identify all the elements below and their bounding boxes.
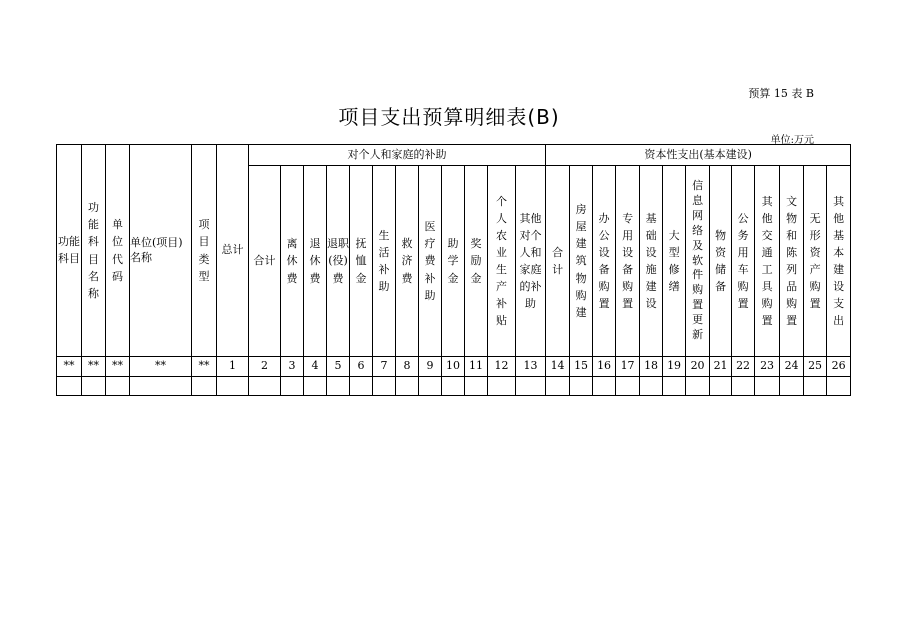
unit-label: 单位:万元: [770, 135, 814, 146]
table-cell: [249, 377, 281, 396]
table-cell: [732, 377, 755, 396]
table-cell: [373, 377, 396, 396]
col-header: 奖励金: [465, 166, 488, 357]
table-cell: [465, 377, 488, 396]
column-number-cell: 18: [640, 357, 663, 377]
table-cell: [82, 377, 106, 396]
col-header: 抚恤金: [350, 166, 373, 357]
table-cell: [350, 377, 373, 396]
col-header: 总计: [217, 145, 249, 357]
col-header: 其他交通工具购置: [755, 166, 780, 357]
column-number-cell: 3: [281, 357, 304, 377]
column-number-cell: 21: [710, 357, 732, 377]
table-cell: [442, 377, 465, 396]
col-header: 功能科目: [57, 145, 82, 357]
column-number-cell: 2: [249, 357, 281, 377]
col-header: 退职(役)费: [327, 166, 350, 357]
column-number-cell: 26: [827, 357, 851, 377]
col-header: 生活补助: [373, 166, 396, 357]
table-cell: [546, 377, 570, 396]
col-header: 医疗费补助: [419, 166, 442, 357]
group-header-capital: 资本性支出(基本建设): [546, 145, 851, 166]
column-number-cell: 11: [465, 357, 488, 377]
table-cell: [396, 377, 419, 396]
header-group-row: [57, 145, 851, 166]
table-cell: [780, 377, 804, 396]
group-header-personal: 对个人和家庭的补助: [249, 145, 546, 166]
col-header: 单位代码: [106, 145, 130, 357]
table-cell: [616, 377, 640, 396]
table-cell: [281, 377, 304, 396]
col-header: 个人农业生产补贴: [488, 166, 516, 357]
page-title: 项目支出预算明细表(B): [338, 105, 560, 129]
col-header: 合计: [546, 166, 570, 357]
column-number-cell: 8: [396, 357, 419, 377]
column-number-cell: 16: [593, 357, 616, 377]
column-number-cell: **: [57, 357, 82, 377]
column-number-cell: 9: [419, 357, 442, 377]
col-header: 大型修缮: [663, 166, 686, 357]
table-cell: [710, 377, 732, 396]
column-number-cell: 25: [804, 357, 827, 377]
col-header: 其他基本建设支出: [827, 166, 851, 357]
column-number-cell: **: [106, 357, 130, 377]
col-header: 单位(项目)名称: [130, 145, 192, 357]
column-number-cell: 5: [327, 357, 350, 377]
column-number-cell: **: [130, 357, 192, 377]
column-number-row: [57, 357, 851, 377]
column-number-cell: 20: [686, 357, 710, 377]
col-header: 公务用车购置: [732, 166, 755, 357]
table-cell: [192, 377, 217, 396]
col-header: 专用设备购置: [616, 166, 640, 357]
col-header: 信息网络及软件购置更新: [686, 166, 710, 357]
table-row: [57, 377, 851, 396]
col-header: 功能科目名称: [82, 145, 106, 357]
table-cell: [827, 377, 851, 396]
column-number-cell: **: [82, 357, 106, 377]
column-number-cell: 13: [516, 357, 546, 377]
form-number: 预算 15 表 B: [748, 87, 814, 100]
col-header: 合计: [249, 166, 281, 357]
table-cell: [663, 377, 686, 396]
table-cell: [570, 377, 593, 396]
col-header: 物资储备: [710, 166, 732, 357]
column-number-cell: 4: [304, 357, 327, 377]
column-number-cell: 15: [570, 357, 593, 377]
table-cell: [304, 377, 327, 396]
column-number-cell: 22: [732, 357, 755, 377]
table-cell: [57, 377, 82, 396]
column-number-cell: 6: [350, 357, 373, 377]
col-header: 助学金: [442, 166, 465, 357]
column-number-cell: 17: [616, 357, 640, 377]
col-header: 无形资产购置: [804, 166, 827, 357]
col-header: 文物和陈列品购置: [780, 166, 804, 357]
col-header: 其他对个人和家庭的补助: [516, 166, 546, 357]
table-cell: [327, 377, 350, 396]
table-cell: [217, 377, 249, 396]
table-cell: [804, 377, 827, 396]
table-cell: [516, 377, 546, 396]
table-cell: [488, 377, 516, 396]
col-header: 房屋建筑物购建: [570, 166, 593, 357]
table-cell: [755, 377, 780, 396]
table-cell: [686, 377, 710, 396]
column-number-cell: 12: [488, 357, 516, 377]
table-cell: [106, 377, 130, 396]
col-header: 项目类型: [192, 145, 217, 357]
column-number-cell: 24: [780, 357, 804, 377]
table-cell: [593, 377, 616, 396]
column-number-cell: **: [192, 357, 217, 377]
col-header: 救济费: [396, 166, 419, 357]
col-header: 基础设施建设: [640, 166, 663, 357]
budget-table: [56, 144, 851, 396]
col-header: 退休费: [304, 166, 327, 357]
column-number-cell: 14: [546, 357, 570, 377]
column-number-cell: 7: [373, 357, 396, 377]
col-header: 办公设备购置: [593, 166, 616, 357]
table-cell: [640, 377, 663, 396]
table-cell: [130, 377, 192, 396]
col-header: 离休费: [281, 166, 304, 357]
column-number-cell: 19: [663, 357, 686, 377]
column-number-cell: 1: [217, 357, 249, 377]
table-cell: [419, 377, 442, 396]
column-number-cell: 10: [442, 357, 465, 377]
column-number-cell: 23: [755, 357, 780, 377]
